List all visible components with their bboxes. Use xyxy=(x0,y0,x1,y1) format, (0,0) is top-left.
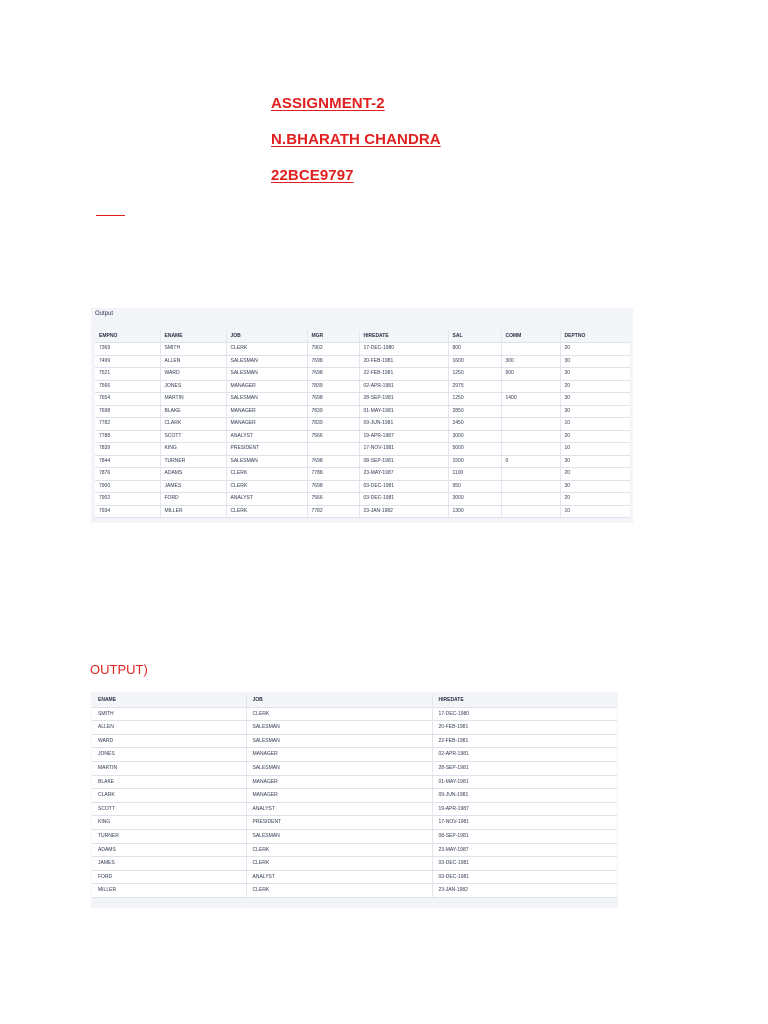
proj-cell-job: CLERK xyxy=(246,857,432,871)
emp-cell-comm xyxy=(501,405,560,418)
emp-cell-ename: SCOTT xyxy=(160,430,226,443)
emp-header-ename: ENAME xyxy=(160,330,226,343)
emp-cell-sal: 3000 xyxy=(448,493,501,506)
emp-cell-ename: JONES xyxy=(160,380,226,393)
emp-cell-hiredate: 09-JUN-1981 xyxy=(359,418,448,431)
emp-cell-deptno: 10 xyxy=(560,418,630,431)
emp-cell-comm xyxy=(501,343,560,356)
underline-mark xyxy=(96,215,125,216)
emp-cell-sal: 3000 xyxy=(448,430,501,443)
proj-cell-ename: JONES xyxy=(92,748,246,762)
emp-cell-sal: 2850 xyxy=(448,405,501,418)
table-row xyxy=(95,493,630,506)
emp-cell-ename: SMITH xyxy=(160,343,226,356)
proj-cell-hiredate: 19-APR-1987 xyxy=(432,802,617,816)
emp-cell-comm xyxy=(501,443,560,456)
emp-header-sal: SAL xyxy=(448,330,501,343)
proj-cell-hiredate: 02-APR-1981 xyxy=(432,748,617,762)
emp-cell-mgr: 7698 xyxy=(307,393,359,406)
emp-cell-mgr: 7698 xyxy=(307,355,359,368)
table-row xyxy=(92,761,617,775)
emp-cell-mgr: 7698 xyxy=(307,480,359,493)
emp-cell-deptno: 30 xyxy=(560,455,630,468)
emp-cell-job: CLERK xyxy=(226,343,307,356)
emp-cell-deptno: 20 xyxy=(560,380,630,393)
emp-cell-sal: 1250 xyxy=(448,393,501,406)
proj-cell-job: SALESMAN xyxy=(246,721,432,735)
proj-cell-job: PRESIDENT xyxy=(246,816,432,830)
emp-cell-job: SALESMAN xyxy=(226,455,307,468)
emp-cell-deptno: 20 xyxy=(560,493,630,506)
proj-cell-ename: KING xyxy=(92,816,246,830)
emp-cell-mgr: 7698 xyxy=(307,368,359,381)
emp-cell-comm: 500 xyxy=(501,368,560,381)
table-row xyxy=(92,775,617,789)
emp-cell-empno: 7566 xyxy=(95,380,160,393)
output-panel-projection xyxy=(91,692,618,908)
table-row xyxy=(92,707,617,721)
emp-cell-sal: 5000 xyxy=(448,443,501,456)
emp-cell-job: ANALYST xyxy=(226,430,307,443)
emp-cell-empno: 7521 xyxy=(95,368,160,381)
emp-cell-job: SALESMAN xyxy=(226,355,307,368)
emp-cell-sal: 1100 xyxy=(448,468,501,481)
assignment-heading: ASSIGNMENT-2 xyxy=(271,95,385,112)
emp-cell-ename: KING xyxy=(160,443,226,456)
table-row xyxy=(95,418,630,431)
emp-cell-sal: 1300 xyxy=(448,505,501,518)
emp-cell-ename: ALLEN xyxy=(160,355,226,368)
emp-cell-hiredate: 23-JAN-1982 xyxy=(359,505,448,518)
emp-cell-sal: 1500 xyxy=(448,455,501,468)
emp-cell-ename: MILLER xyxy=(160,505,226,518)
emp-cell-ename: WARD xyxy=(160,368,226,381)
emp-cell-empno: 7839 xyxy=(95,443,160,456)
emp-cell-job: CLERK xyxy=(226,468,307,481)
emp-cell-comm xyxy=(501,418,560,431)
proj-cell-hiredate: 09-JUN-1981 xyxy=(432,789,617,803)
emp-cell-empno: 7900 xyxy=(95,480,160,493)
table-row xyxy=(92,870,617,884)
emp-table xyxy=(95,330,630,518)
output-section-label: OUTPUT) xyxy=(90,662,148,677)
emp-cell-deptno: 30 xyxy=(560,405,630,418)
proj-cell-job: CLERK xyxy=(246,707,432,721)
emp-cell-job: ANALYST xyxy=(226,493,307,506)
emp-header-deptno: DEPTNO xyxy=(560,330,630,343)
proj-cell-ename: CLARK xyxy=(92,789,246,803)
table-row xyxy=(95,480,630,493)
emp-cell-job: SALESMAN xyxy=(226,368,307,381)
table-row xyxy=(92,789,617,803)
proj-cell-hiredate: 17-DEC-1980 xyxy=(432,707,617,721)
proj-cell-hiredate: 20-FEB-1981 xyxy=(432,721,617,735)
emp-cell-empno: 7654 xyxy=(95,393,160,406)
table-row xyxy=(95,380,630,393)
proj-cell-hiredate: 23-JAN-1982 xyxy=(432,884,617,898)
proj-cell-job: CLERK xyxy=(246,884,432,898)
emp-cell-empno: 7876 xyxy=(95,468,160,481)
table-row xyxy=(95,468,630,481)
proj-cell-ename: SMITH xyxy=(92,707,246,721)
emp-cell-hiredate: 17-NOV-1981 xyxy=(359,443,448,456)
emp-cell-job: SALESMAN xyxy=(226,393,307,406)
emp-cell-empno: 7788 xyxy=(95,430,160,443)
emp-cell-deptno: 10 xyxy=(560,443,630,456)
proj-cell-ename: BLAKE xyxy=(92,775,246,789)
proj-cell-ename: TURNER xyxy=(92,829,246,843)
emp-cell-comm: 300 xyxy=(501,355,560,368)
emp-cell-deptno: 20 xyxy=(560,430,630,443)
emp-cell-empno: 7782 xyxy=(95,418,160,431)
table-row xyxy=(92,721,617,735)
emp-cell-ename: FORD xyxy=(160,493,226,506)
emp-cell-hiredate: 28-SEP-1981 xyxy=(359,393,448,406)
proj-cell-hiredate: 22-FEB-1981 xyxy=(432,734,617,748)
emp-cell-hiredate: 19-APR-1987 xyxy=(359,430,448,443)
emp-cell-sal: 1250 xyxy=(448,368,501,381)
output-panel-full-table xyxy=(91,308,633,523)
table-row xyxy=(92,857,617,871)
proj-cell-ename: JAMES xyxy=(92,857,246,871)
emp-cell-mgr: 7839 xyxy=(307,418,359,431)
emp-cell-comm: 0 xyxy=(501,455,560,468)
table-row xyxy=(92,734,617,748)
emp-cell-mgr: 7782 xyxy=(307,505,359,518)
emp-cell-empno: 7698 xyxy=(95,405,160,418)
emp-cell-sal: 1600 xyxy=(448,355,501,368)
emp-cell-hiredate: 17-DEC-1980 xyxy=(359,343,448,356)
proj-cell-job: SALESMAN xyxy=(246,829,432,843)
table-row xyxy=(92,748,617,762)
emp-cell-ename: MARTIN xyxy=(160,393,226,406)
emp-cell-mgr: 7788 xyxy=(307,468,359,481)
emp-cell-mgr: 7566 xyxy=(307,493,359,506)
emp-cell-deptno: 10 xyxy=(560,505,630,518)
emp-cell-comm xyxy=(501,505,560,518)
proj-header-hiredate: HIREDATE xyxy=(432,694,617,707)
table-row xyxy=(95,455,630,468)
table-row xyxy=(92,829,617,843)
table-row xyxy=(92,816,617,830)
table-row xyxy=(95,505,630,518)
proj-cell-job: SALESMAN xyxy=(246,761,432,775)
emp-cell-ename: CLARK xyxy=(160,418,226,431)
emp-cell-comm xyxy=(501,430,560,443)
proj-cell-job: MANAGER xyxy=(246,748,432,762)
projection-table-header-row xyxy=(92,694,617,707)
table-row xyxy=(92,884,617,898)
emp-cell-hiredate: 01-MAY-1981 xyxy=(359,405,448,418)
emp-cell-mgr: 7698 xyxy=(307,455,359,468)
proj-cell-ename: ALLEN xyxy=(92,721,246,735)
proj-cell-ename: ADAMS xyxy=(92,843,246,857)
table-row xyxy=(95,393,630,406)
proj-cell-hiredate: 03-DEC-1981 xyxy=(432,857,617,871)
emp-cell-job: CLERK xyxy=(226,505,307,518)
proj-cell-hiredate: 23-MAY-1987 xyxy=(432,843,617,857)
proj-cell-ename: FORD xyxy=(92,870,246,884)
emp-cell-ename: JAMES xyxy=(160,480,226,493)
proj-cell-hiredate: 03-DEC-1981 xyxy=(432,870,617,884)
table-row xyxy=(95,430,630,443)
emp-header-hiredate: HIREDATE xyxy=(359,330,448,343)
emp-cell-empno: 7902 xyxy=(95,493,160,506)
proj-header-job: JOB xyxy=(246,694,432,707)
emp-cell-mgr: 7839 xyxy=(307,380,359,393)
table-row xyxy=(95,405,630,418)
proj-cell-ename: MARTIN xyxy=(92,761,246,775)
emp-cell-sal: 2975 xyxy=(448,380,501,393)
emp-cell-empno: 7934 xyxy=(95,505,160,518)
student-name-heading: N.BHARATH CHANDRA xyxy=(271,131,441,148)
emp-cell-job: MANAGER xyxy=(226,418,307,431)
table-row xyxy=(95,355,630,368)
emp-cell-job: PRESIDENT xyxy=(226,443,307,456)
emp-cell-deptno: 20 xyxy=(560,343,630,356)
emp-cell-comm xyxy=(501,468,560,481)
emp-header-job: JOB xyxy=(226,330,307,343)
registration-number-heading: 22BCE9797 xyxy=(271,167,354,184)
emp-cell-deptno: 30 xyxy=(560,368,630,381)
emp-cell-ename: TURNER xyxy=(160,455,226,468)
emp-cell-empno: 7844 xyxy=(95,455,160,468)
proj-cell-hiredate: 01-MAY-1981 xyxy=(432,775,617,789)
emp-cell-deptno: 20 xyxy=(560,468,630,481)
proj-cell-hiredate: 28-SEP-1981 xyxy=(432,761,617,775)
proj-cell-ename: MILLER xyxy=(92,884,246,898)
emp-cell-hiredate: 08-SEP-1981 xyxy=(359,455,448,468)
table-row xyxy=(92,843,617,857)
proj-cell-hiredate: 08-SEP-1981 xyxy=(432,829,617,843)
emp-cell-comm xyxy=(501,380,560,393)
proj-cell-job: CLERK xyxy=(246,843,432,857)
emp-cell-hiredate: 22-FEB-1981 xyxy=(359,368,448,381)
emp-cell-deptno: 30 xyxy=(560,480,630,493)
table-row xyxy=(95,368,630,381)
emp-cell-mgr: 7839 xyxy=(307,405,359,418)
emp-cell-ename: ADAMS xyxy=(160,468,226,481)
emp-cell-deptno: 30 xyxy=(560,355,630,368)
table-row xyxy=(92,802,617,816)
emp-cell-job: MANAGER xyxy=(226,405,307,418)
emp-cell-sal: 800 xyxy=(448,343,501,356)
emp-cell-empno: 7499 xyxy=(95,355,160,368)
emp-header-mgr: MGR xyxy=(307,330,359,343)
emp-cell-comm: 1400 xyxy=(501,393,560,406)
emp-cell-mgr: 7902 xyxy=(307,343,359,356)
emp-cell-hiredate: 23-MAY-1987 xyxy=(359,468,448,481)
emp-cell-comm xyxy=(501,480,560,493)
output-panel-label: Output xyxy=(95,311,114,317)
emp-cell-deptno: 30 xyxy=(560,393,630,406)
emp-cell-hiredate: 20-FEB-1981 xyxy=(359,355,448,368)
emp-cell-sal: 2450 xyxy=(448,418,501,431)
proj-cell-job: MANAGER xyxy=(246,775,432,789)
table-row xyxy=(95,343,630,356)
proj-cell-job: MANAGER xyxy=(246,789,432,803)
emp-cell-job: CLERK xyxy=(226,480,307,493)
emp-cell-mgr xyxy=(307,443,359,456)
emp-cell-sal: 950 xyxy=(448,480,501,493)
emp-cell-hiredate: 02-APR-1981 xyxy=(359,380,448,393)
emp-header-comm: COMM xyxy=(501,330,560,343)
proj-cell-ename: WARD xyxy=(92,734,246,748)
emp-cell-empno: 7369 xyxy=(95,343,160,356)
emp-header-empno: EMPNO xyxy=(95,330,160,343)
emp-cell-job: MANAGER xyxy=(226,380,307,393)
table-row xyxy=(95,443,630,456)
proj-cell-ename: SCOTT xyxy=(92,802,246,816)
emp-table-header-row xyxy=(95,330,630,343)
emp-cell-ename: BLAKE xyxy=(160,405,226,418)
emp-cell-hiredate: 03-DEC-1981 xyxy=(359,493,448,506)
proj-cell-job: ANALYST xyxy=(246,870,432,884)
emp-cell-hiredate: 03-DEC-1981 xyxy=(359,480,448,493)
emp-cell-comm xyxy=(501,493,560,506)
proj-header-ename: ENAME xyxy=(92,694,246,707)
proj-cell-hiredate: 17-NOV-1981 xyxy=(432,816,617,830)
proj-cell-job: ANALYST xyxy=(246,802,432,816)
emp-cell-mgr: 7566 xyxy=(307,430,359,443)
ename-job-hiredate-table xyxy=(92,694,617,898)
proj-cell-job: SALESMAN xyxy=(246,734,432,748)
